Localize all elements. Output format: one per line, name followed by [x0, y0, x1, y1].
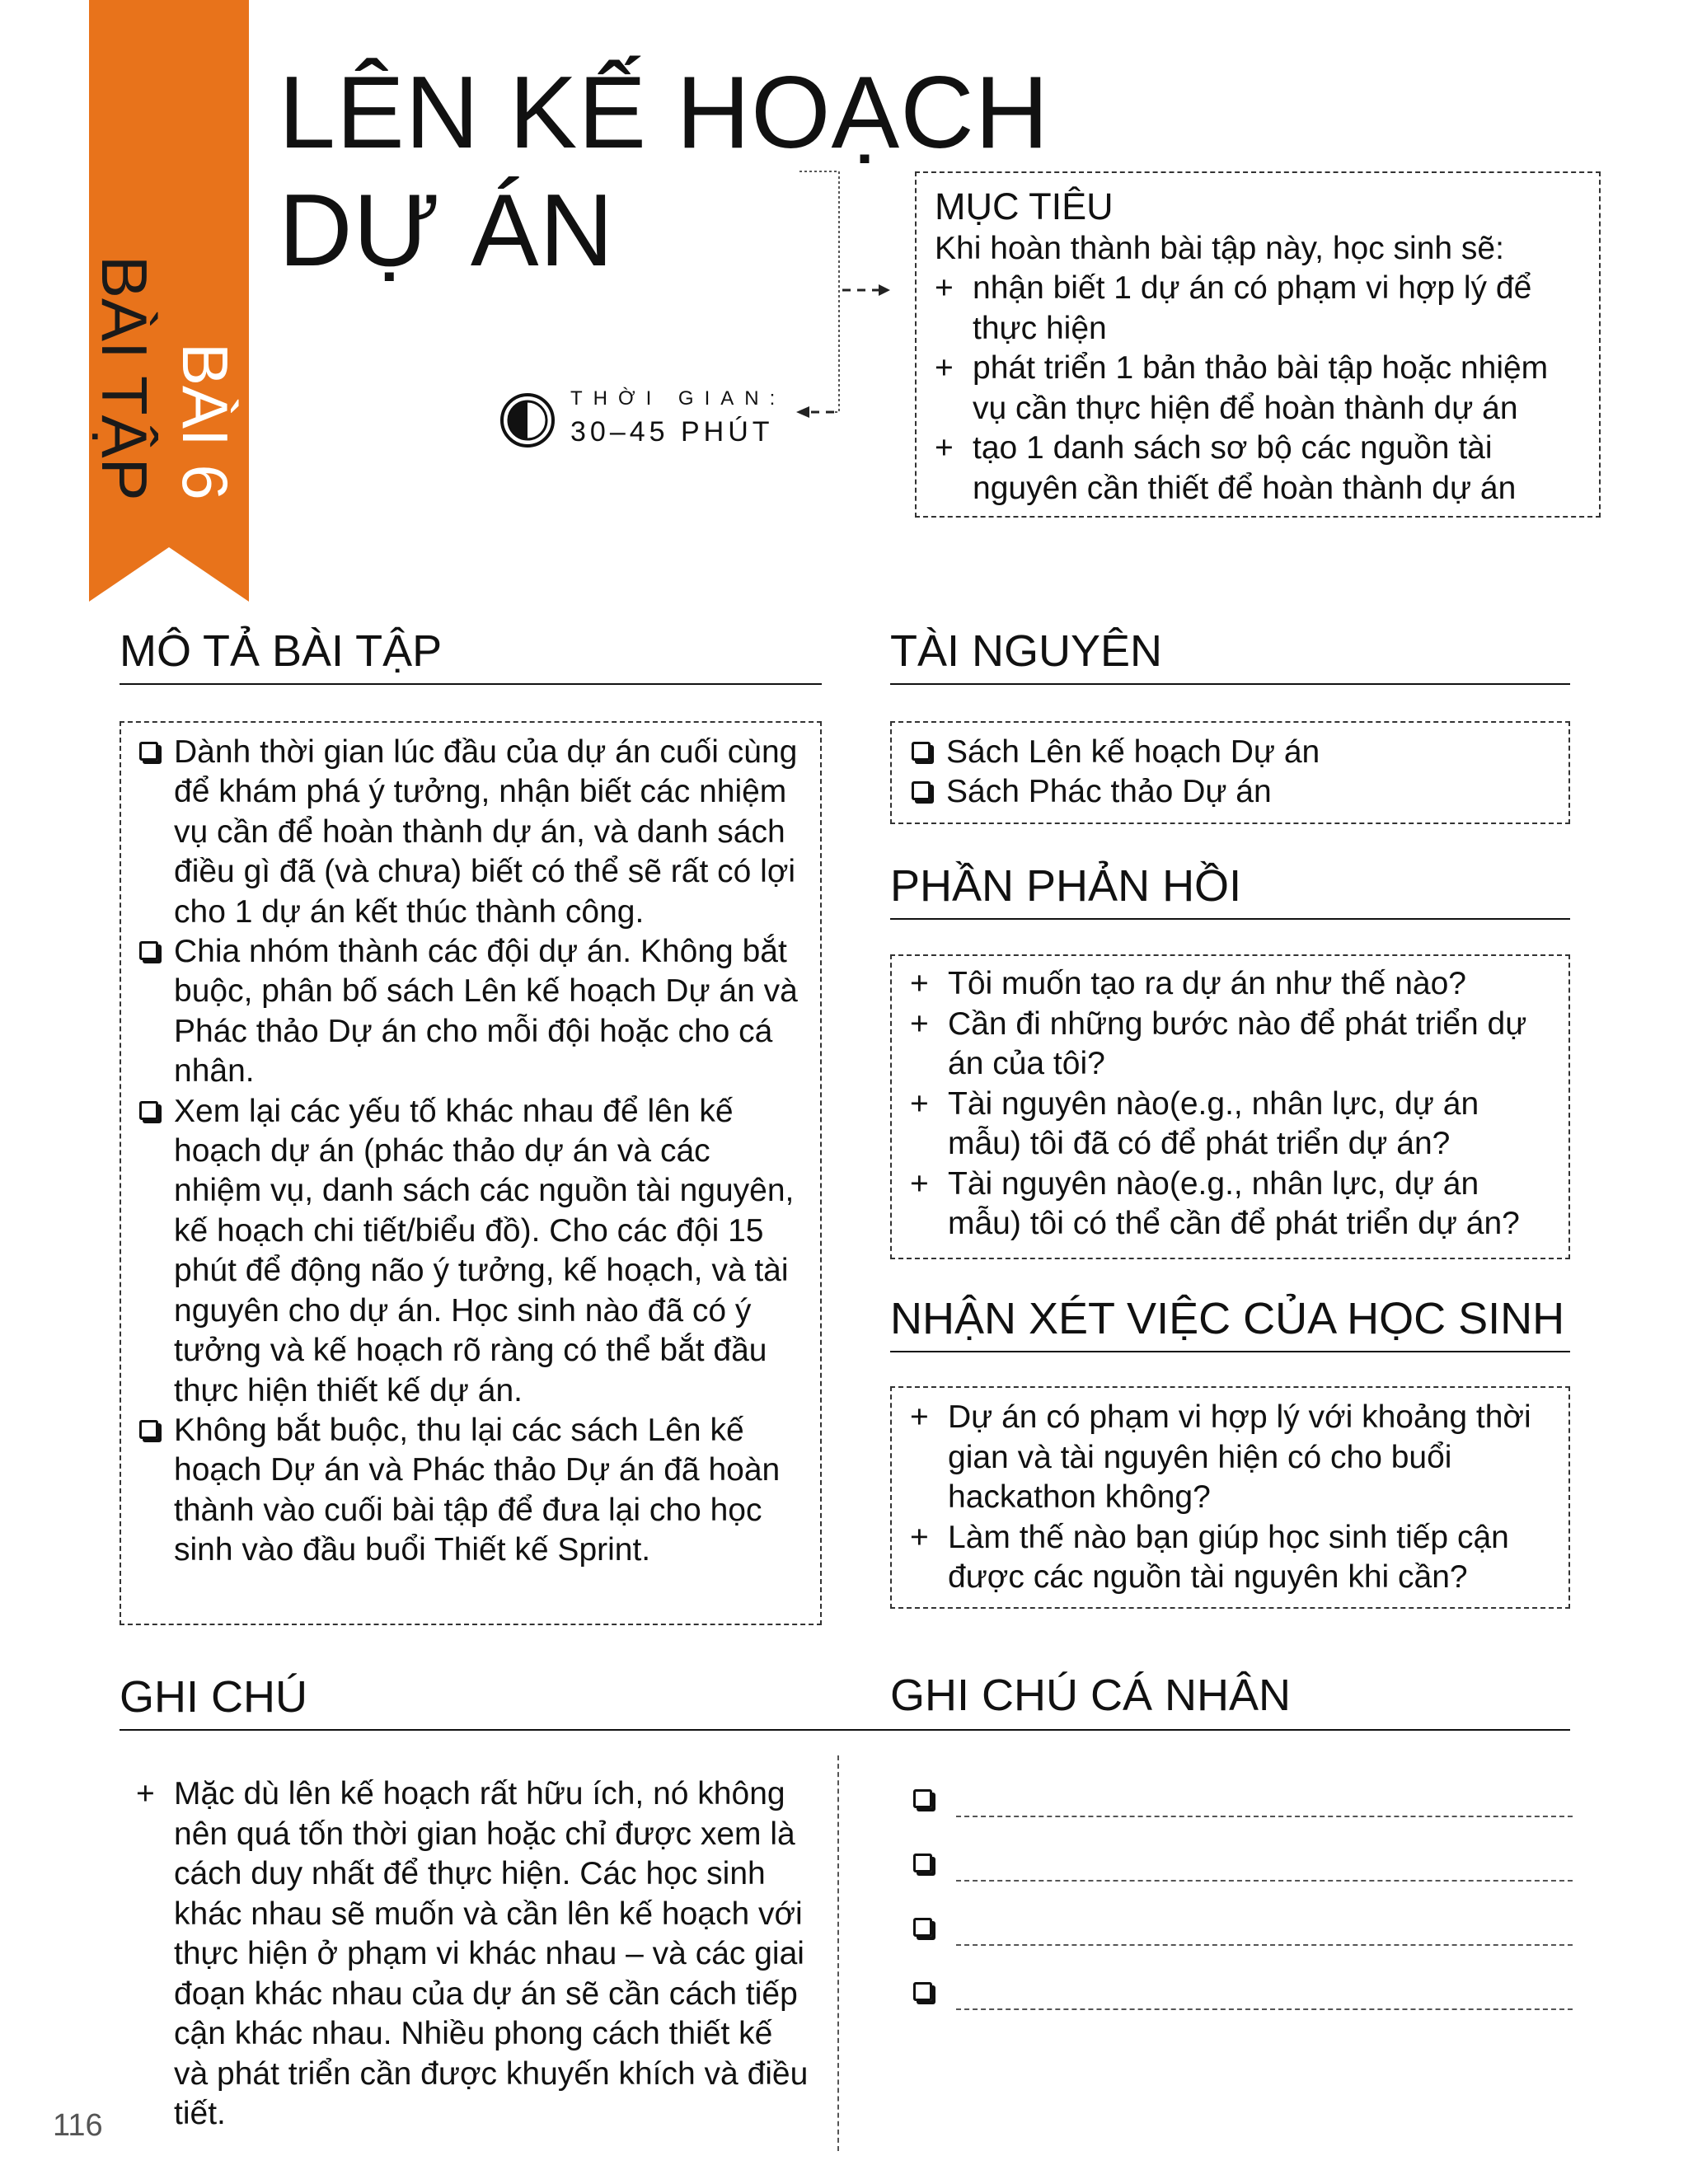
column-divider	[837, 1755, 839, 2151]
feedback-item: + Cần đi những bước nào để phát triển dự án của tôi?	[910, 1005, 1527, 1081]
write-in-line[interactable]	[956, 1816, 1573, 1817]
feedback-box	[890, 954, 1570, 1259]
checkbox-icon[interactable]	[139, 1101, 158, 1120]
review-box	[890, 1386, 1570, 1609]
page-number: 116	[53, 2108, 103, 2143]
review-item: + Làm thế nào bạn giúp học sinh tiếp cận được các nguồn tài nguyên khi cần?	[910, 1519, 1509, 1595]
feedback-list	[910, 964, 1555, 1244]
objective-item: + tạo 1 danh sách sơ bộ các nguồn tài nguyên cần thiết để hoàn thành dự án	[935, 430, 1517, 506]
objective-item: + phát triển 1 bản thảo bài tập hoặc nhiệm vụ cần thực hiện để hoàn thành dự án	[935, 350, 1549, 426]
description-item: Chia nhóm thành các đội dự án. Không bắt buộc, phân bố sách Lên kế hoạch Dự án và Phác thảo Dự án cho mỗi đội hoặc cho cá nhân.	[139, 932, 804, 1092]
checkbox-icon[interactable]	[912, 742, 931, 761]
personal-note-row	[913, 1850, 1573, 1883]
description-item: Dành thời gian lúc đầu của dự án cuối cùng để khám phá ý tưởng, nhận biết các nhiệm vụ cần để hoàn thành dự án, và danh sách điều gì đã (và chưa) biết có thể sẽ rất có lợi cho 1 dự án kết thúc thành công.	[139, 733, 804, 932]
description-box	[120, 721, 822, 1625]
write-in-line[interactable]	[956, 1944, 1573, 1946]
notes-heading: GHI CHÚ	[120, 1672, 307, 1722]
review-item: + Dự án có phạm vi hợp lý với khoảng thời gian và tài nguyên hiện có cho buổi hackathon không?	[910, 1399, 1531, 1515]
lesson-number: BÀI 6	[169, 343, 241, 500]
resources-heading: TÀI NGUYÊN	[890, 626, 1163, 676]
checkbox-icon[interactable]	[912, 781, 931, 800]
personal-notes-heading: GHI CHÚ CÁ NHÂN	[890, 1671, 1292, 1720]
write-in-line[interactable]	[956, 1880, 1573, 1882]
objective-item: + nhận biết 1 dự án có phạm vi hợp lý để thực hiện	[935, 270, 1532, 346]
lesson-type: BÀI TẬP	[88, 255, 161, 501]
half-circle-clock-icon	[499, 391, 556, 449]
review-rule	[890, 1351, 1570, 1352]
notes-rule	[120, 1729, 1570, 1731]
checkbox-icon[interactable]	[913, 1789, 932, 1808]
note-item: + Mặc dù lên kế hoạch rất hữu ích, nó không nên quá tốn thời gian hoặc chỉ được xem là cách duy nhất để thực hiện. Các học sinh khác nhau sẽ muốn và cần lên kế hoạch với thực hiện ở phạm vi khác nhau – và các giai đoạn khác nhau của dự án sẽ cần cách tiếp cận khác nhau. Nhiều phong cách thiết kế và phát triển cần được khuyến khích và điều tiết.	[136, 1776, 809, 2131]
feedback-item: + Tôi muốn tạo ra dự án như thế nào?	[910, 966, 1466, 1001]
resources-box	[890, 721, 1570, 824]
resources-checklist	[912, 733, 1552, 813]
time-value: 30–45 PHÚT	[570, 416, 774, 448]
objectives-list	[935, 269, 1579, 509]
checkbox-icon[interactable]	[913, 1918, 932, 1937]
page-title-line-2: DỰ ÁN	[279, 174, 615, 288]
time-label: THỜI GIAN:	[570, 387, 786, 410]
objectives-heading: MỤC TIÊU	[935, 185, 1114, 227]
description-item: Không bắt buộc, thu lại các sách Lên kế hoạch Dự án và Phác thảo Dự án đã hoàn thành vào cuối bài tập để đưa lại cho học sinh vào đầu buổi Thiết kế Sprint.	[139, 1411, 804, 1571]
connector-arrows	[791, 165, 890, 429]
feedback-heading: PHẦN PHẢN HỒI	[890, 861, 1242, 911]
checkbox-icon[interactable]	[913, 1982, 932, 2001]
feedback-item: + Tài nguyên nào(e.g., nhân lực, dự án mẫu) tôi có thể cần để phát triển dự án?	[910, 1165, 1520, 1241]
resources-rule	[890, 683, 1570, 685]
objectives-box	[915, 171, 1601, 518]
description-rule	[120, 683, 822, 685]
feedback-rule	[890, 918, 1570, 920]
review-list	[910, 1398, 1555, 1598]
description-item: Xem lại các yếu tố khác nhau để lên kế hoạch dự án (phác thảo dự án và các nhiệm vụ, danh sách các nguồn tài nguyên, kế hoạch chi tiết/biểu đồ). Cho các đội 15 phút để động não ý tưởng, kế hoạch, và tài nguyên cho dự án. Học sinh nào đã có ý tưởng và kế hoạch rõ ràng có thể bắt đầu thực hiện thiết kế dự án.	[139, 1092, 804, 1411]
personal-note-row	[913, 1915, 1573, 1947]
personal-note-row	[913, 1979, 1573, 2012]
notes-box	[136, 1774, 812, 2135]
page-title-line-1: LÊN KẾ HOẠCH	[279, 56, 1050, 170]
description-checklist	[139, 733, 804, 1571]
checkbox-icon[interactable]	[913, 1854, 932, 1872]
notes-list	[136, 1774, 812, 2135]
description-heading: MÔ TẢ BÀI TẬP	[120, 626, 443, 676]
personal-note-row	[913, 1786, 1573, 1819]
resource-item: Sách Lên kế hoạch Dự án	[912, 733, 1552, 772]
write-in-line[interactable]	[956, 2008, 1573, 2010]
checkbox-icon[interactable]	[139, 742, 158, 761]
checkbox-icon[interactable]	[139, 941, 158, 960]
review-heading: NHẬN XÉT VIỆC CỦA HỌC SINH	[890, 1294, 1565, 1343]
checkbox-icon[interactable]	[139, 1420, 158, 1439]
feedback-item: + Tài nguyên nào(e.g., nhân lực, dự án mẫu) tôi đã có để phát triển dự án?	[910, 1085, 1479, 1161]
objectives-intro: Khi hoàn thành bài tập này, học sinh sẽ:	[935, 231, 1504, 266]
resource-item: Sách Phác thảo Dự án	[912, 772, 1552, 812]
